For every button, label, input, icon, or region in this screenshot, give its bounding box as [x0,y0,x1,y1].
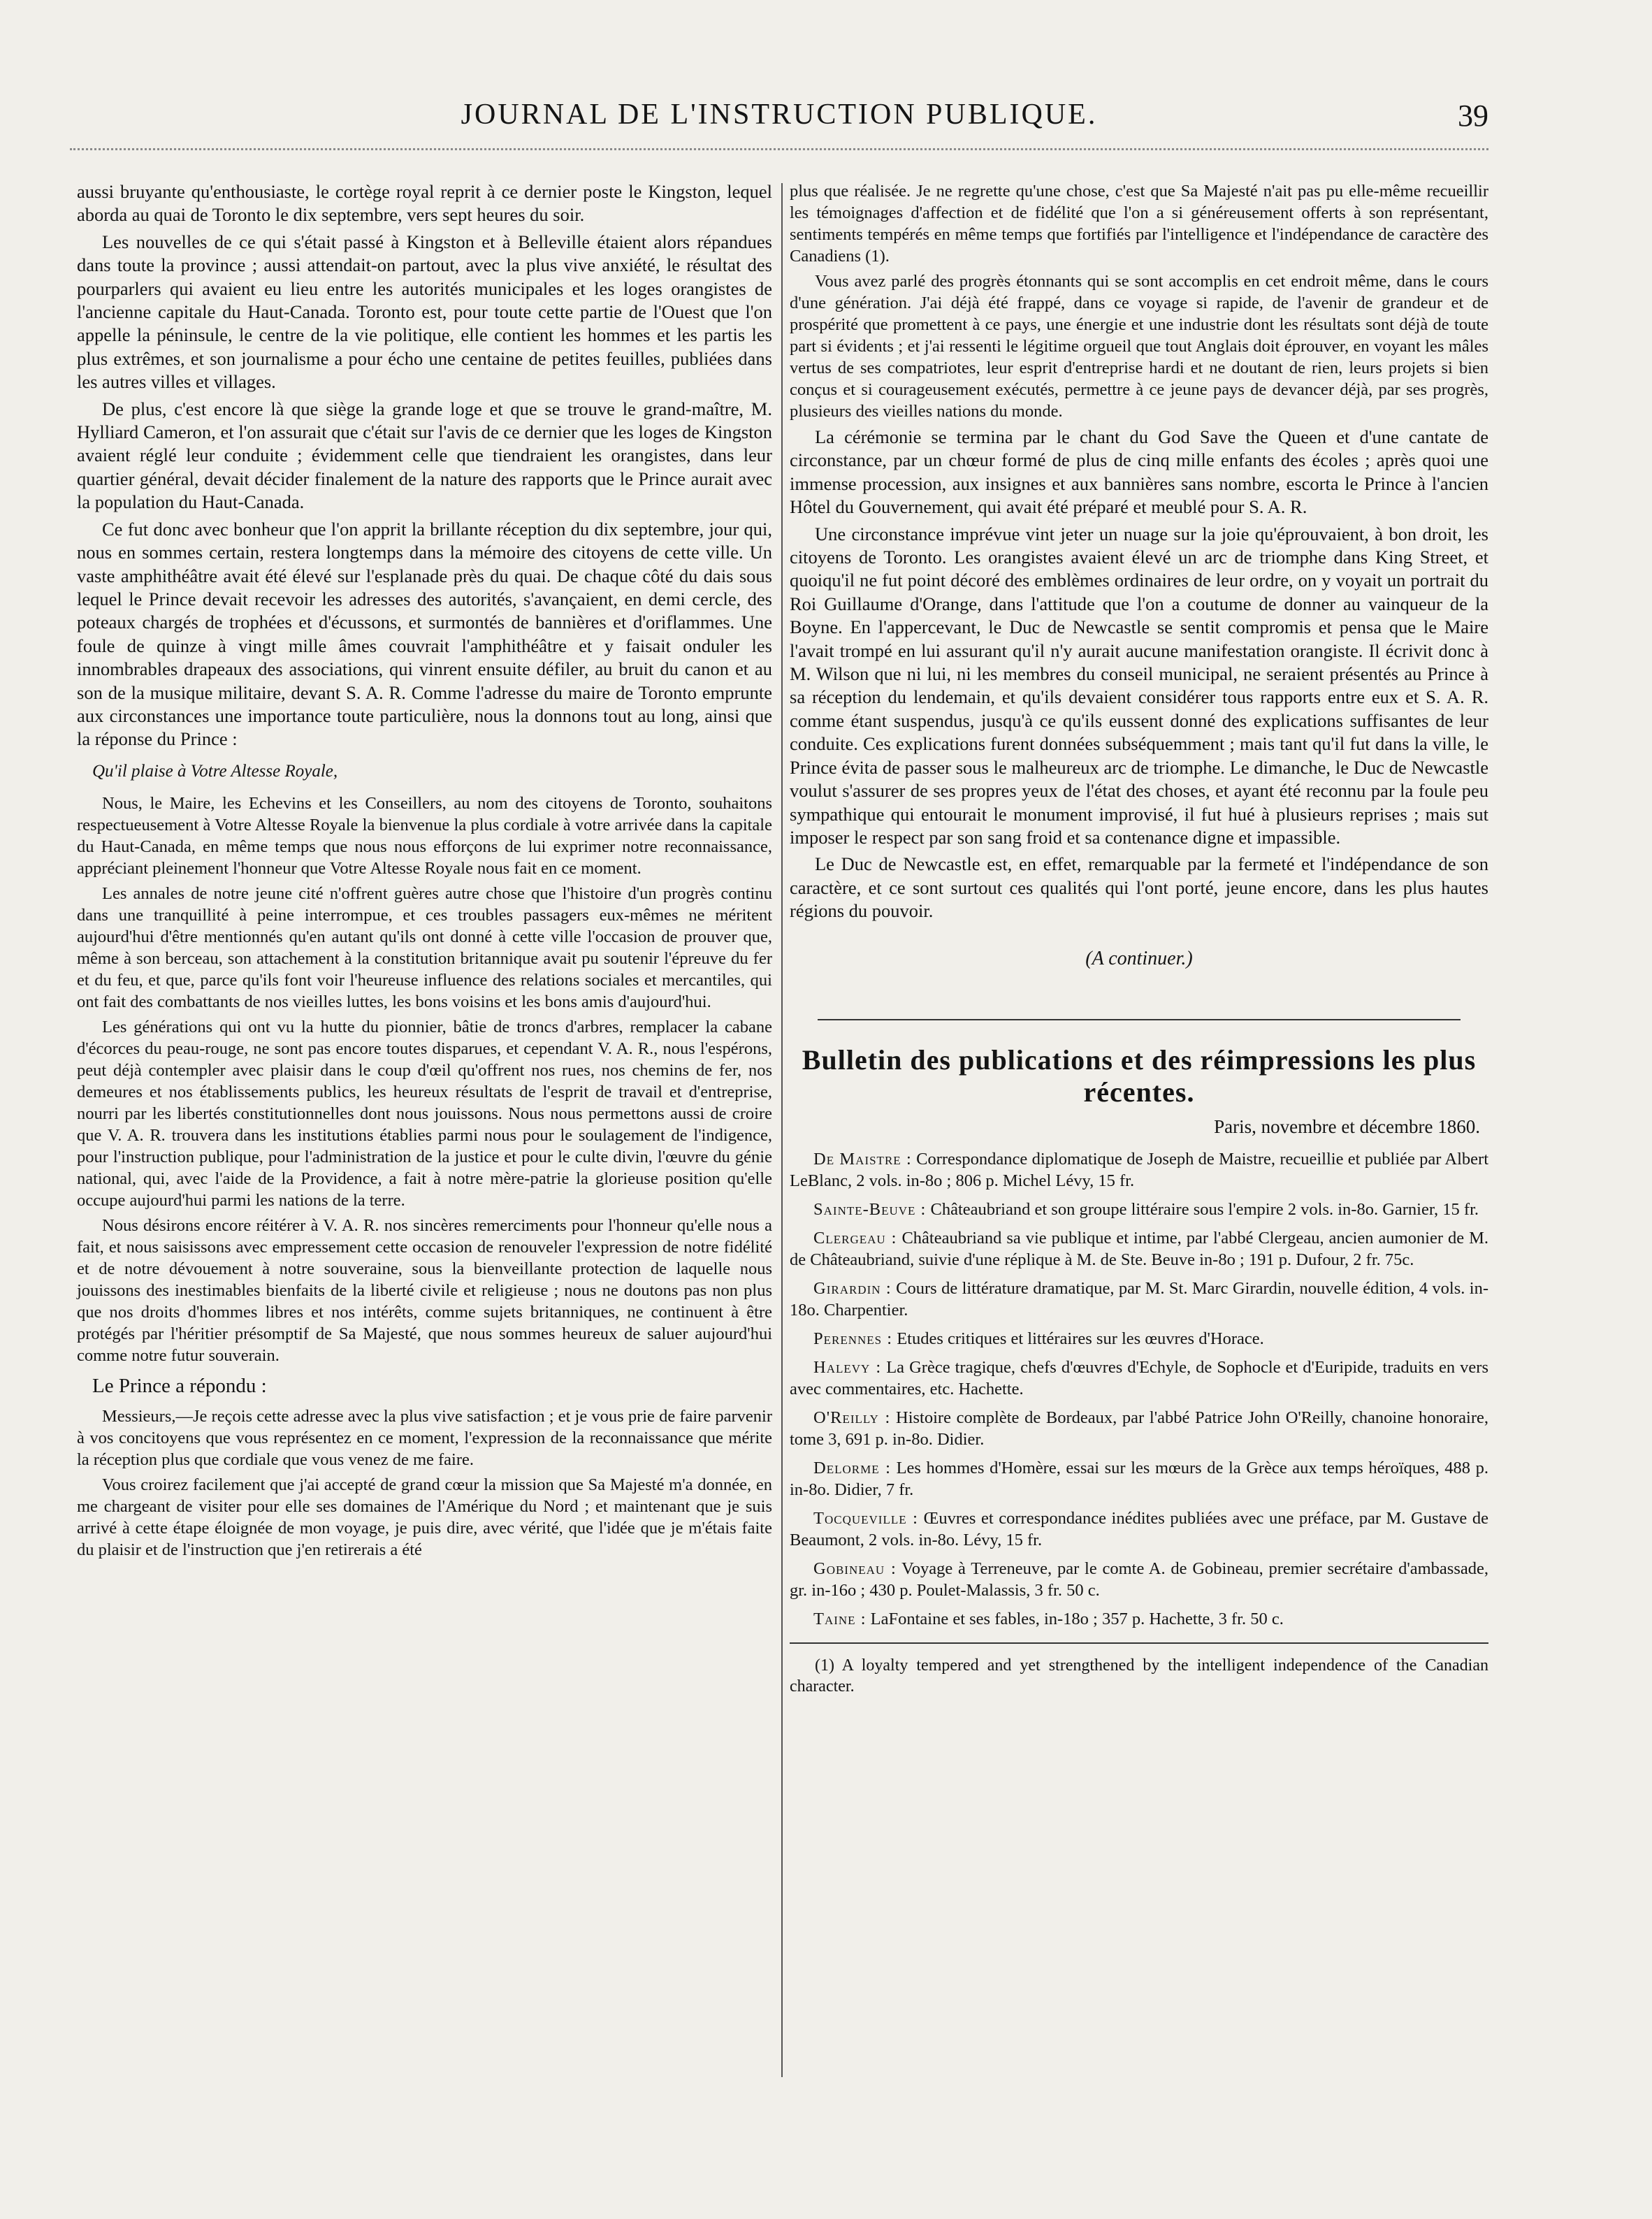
paragraph: La cérémonie se termina par le chant du God Save the Queen et d'une cantate de circonstance, par un chœur formé de plus de cinq mille enfants des écoles ; après quoi une immense procession, aux insignes et aux bannières sans nombre, escorta le Prince à l'ancien Hôtel du Gouvernement, qui avait été préparé et meublé pour S. A. R. [790,426,1488,518]
paragraph: De plus, c'est encore là que siège la grande loge et que se trouve le grand-maître, M. Hylliard Cameron, et l'on assurait que c'était sur l'avis de ce dernier que les loges de Kingston avaient réglé leur conduite ; évidemment celle que tiendraient les orangistes, dans leur quartier général, devait décider finalement de la nature des rapports que le Prince aurait avec la population du Haut-Canada. [77,398,772,513]
bulletin-entry-author: Delorme : [813,1459,891,1478]
bulletin-entry-text: Œuvres et correspondance inédites publiées avec une préface, par M. Gustave de Beaumont, 2 vols. in-8o. Lévy, 15 fr. [790,1509,1489,1550]
paragraph: Le Duc de Newcastle est, en effet, remarquable par la fermeté et l'indépendance de son caractère, et ce sont surtout ces qualités qui l'ont porté, jeune encore, dans les plus hautes régions du pouvoir. [790,853,1488,922]
address-paragraph: Nous, le Maire, les Echevins et les Conseillers, au nom des citoyens de Toronto, souhaitons respectueusement à Votre Altesse Royale la bienvenue la plus cordiale à votre arrivée dans la capitale du Haut-Canada, en même temps que nous nous efforçons de lui exprimer notre reconnaissance, appréciant pleinement l'honneur que Votre Altesse Royale nous fait en ce moment. [77,794,772,879]
right-column [790,180,1488,1700]
paragraph: aussi bruyante qu'enthousiaste, le cortège royal reprit à ce dernier poste le Kingston, lequel aborda au quai de Toronto le dix septembre, vers sept heures du soir. [77,181,772,226]
reply-paragraph: Vous croirez facilement que j'ai accepté de grand cœur la mission que Sa Majesté m'a donnée, en me chargeant de visiter pour elle ses domaines de l'Amérique du Nord ; et maintenant que je suis arrivé à cette étape éloignée de mon voyage, je puis dire, avec vérité, que l'idée que je m'étais faite du plaisir et de l'instruction que j'en retirerais a été [77,1475,772,1559]
bulletin-entry-author: Tocqueville : [813,1509,918,1528]
bulletin-entry [790,1227,1488,1271]
bulletin-entry-author: Halevy : [813,1358,882,1378]
left-column [77,180,772,1564]
reply-heading: Le Prince a répondu : [92,1375,267,1398]
bulletin-entry [790,1328,1488,1350]
paragraph: Une circonstance imprévue vint jeter un nuage sur la joie qu'éprouvaient, à bon droit, les citoyens de Toronto. Les orangistes avaient élevé un arc de triomphe dans King Street, et quoiqu'il ne fut point décoré des emblèmes ordinaires de leur ordre, on y voyait un portrait du Roi Guillaume d'Orange, dans l'attitude que l'on a coutume de donner au vainqueur de la Boyne. En l'appercevant, le Duc de Newcastle se sentit compromis et pensa que le Maire l'avait trompé en lui assurant qu'il n'y aurait aucune manifestation orangiste. Il écrivit donc à M. Wilson que ni lui, ni les membres du conseil municipal, ne seraient présentés au Prince à sa réception du lendemain, et qu'ils devaient considérer tous rapports entre eux et S. A. R. comme étant suspendus, jusqu'à ce qu'ils eussent donné des explications suffisantes de leur conduite. Ces explications furent données subséquemment ; mais tant qu'il fut dans la ville, le Prince évita de passer sous le malheureux arc de triomphe. Le dimanche, le Duc de Newcastle voulut s'assurer de ses propres yeux de l'état des choses, et ayant été reconnu par la foule peu sympathique qui entourait le monument improvisé, il fut hué à plusieurs reprises ; mais sut imposer le respect par son sang froid et sa contenance digne et impassible. [790,523,1488,848]
bulletin-entry-author: Taine : [813,1610,867,1629]
footnote-rule [790,1642,1488,1644]
reply-paragraph: Vous avez parlé des progrès étonnants qui se sont accomplis en cet endroit même, dans le cours d'une génération. J'ai déjà été frappé, dans ce voyage si rapide, de l'avenir de grandeur et de prospérité que promettent à ce pays, une énergie et une industrie dont les résultats sont déjà de toute part si évidents ; et j'ai ressenti le légitime orgueil que tout Anglais doit éprouver, en voyant les mâles vertus de ses compatriotes, leur esprit d'entreprise hardi et ne doutant de rien, leurs projets si bien conçus et si courageusement exécutés, permettre à ce jeune pays de devancer déjà, par ses progrès, plusieurs des vieilles nations du monde. [790,272,1488,421]
bulletin-entry [790,1558,1488,1601]
bulletin-entry [790,1199,1488,1220]
bulletin-entry-text: Histoire complète de Bordeaux, par l'abbé Patrice John O'Reilly, chanoine honoraire, tome 3, 691 p. in-8o. Didier. [790,1408,1488,1450]
bulletin-entry-text: Châteaubriand et son groupe littéraire sous l'empire 2 vols. in-8o. Garnier, 15 fr. [930,1200,1479,1220]
section-divider [818,1019,1461,1020]
bulletin-entry-author: Sainte-Beuve : [813,1200,927,1220]
bulletin-entry-author: Perennes : [813,1329,893,1349]
paragraph: Ce fut donc avec bonheur que l'on apprit la brillante réception du dix septembre, jour qui, nous en sommes certain, restera longtemps dans la mémoire des citoyens de cette ville. Un vaste amphithéâtre avait été élevé sur l'esplanade près du quai. De chaque côté du dais sous lequel le Prince devait recevoir les adresses des autorités, s'avançaient, en demi cercle, des poteaux chargés de trophées et d'écussons, et surmontés de bannières et d'oriflammes. Une foule de quinze à vingt mille âmes couvrait l'amphithéâtre et y faisait onduler les innombrables drapeaux des associations, qui vinrent ensuite défiler, au bruit du canon et au son de la musique militaire, devant S. A. R. Comme l'adresse du maire de Toronto emprunte aux circonstances une importance toute particulière, nous la donnons tout au long, ainsi que la réponse du Prince : [77,518,772,750]
bulletin-entry-text: Cours de littérature dramatique, par M. St. Marc Girardin, nouvelle édition, 4 vols. in-18o. Charpentier. [790,1279,1488,1320]
bulletin-entry-author: De Maistre : [813,1150,912,1169]
address-paragraph: Les générations qui ont vu la hutte du pionnier, bâtie de troncs d'arbres, remplacer la cabane d'écorces du peau-rouge, ne sont pas encore toutes disparues, et cependant V. A. R., nous l'espérons, peut déjà contempler avec plaisir dans le coup d'œil qu'offrent nos rues, nos chemins de fer, nos demeures et nos établissements publics, les heureux résultats de l'esprit de travail et d'entreprise, nourri par les libertés constitutionnelles dont nous jouissons. Nous nous permettons aussi de croire que V. A. R. trouvera dans les institutions établies parmi nous pour le soulagement de l'indigence, pour l'instruction publique, pour l'administration de la justice et pour le culte divin, l'œuvre du génie national, qui, avec l'aide de la Providence, a fait à notre mère-patrie la glorieuse position qu'elle occupe aujourd'hui parmi les nations de la terre. [77,1018,772,1210]
bulletin-entry-author: Girardin : [813,1279,892,1299]
bulletin-entry-text: Châteaubriand sa vie publique et intime, par l'abbé Clergeau, ancien aumonier de M. de Châteaubriand, suivie d'une réplique à M. de Ste. Beuve in-8o ; 191 p. Dufour, 2 fr. 75c. [790,1229,1489,1270]
header-rule [70,148,1488,150]
address-paragraph: Les annales de notre jeune cité n'offrent guères autre chose que l'histoire d'un progrès continu dans une tranquillité à peine interrompue, et ces troubles passagers eux-mêmes ne méritent aujourd'hui d'être mentionnés qu'en autant qu'ils ont donné à cette ville l'occasion de prouver que, même à son berceau, son attachement à la constitution britannique avait pu soutenir l'épreuve du fer et du feu, et que, parce qu'ils font voir l'heureuse influence des relations sociales et mercantiles, qui ont fait des combattants de nos vieilles luttes, les bons voisins et les bons amis d'aujourd'hui. [77,884,772,1012]
footnote: (1) A loyalty tempered and yet strengthened by the intelligent independence of the Canadian character. [790,1656,1488,1696]
paragraph: Les nouvelles de ce qui s'était passé à Kingston et à Belleville étaient alors répandues dans toute la province ; aussi attendait-on partout, avec la plus vive anxiété, le résultat des pourparlers qui avaient eu lieu entre les autorités municipales et les loges orangistes de l'ancienne capitale du Haut-Canada. Toronto est, pour toute cette partie de l'Ouest que l'on appelle la péninsule, le centre de la vie politique, elle contient les hommes et les partis les plus extrêmes, et son journalisme a pour écho une centaine de petites feuilles, publiées dans les autres villes et villages. [77,231,772,393]
bulletin-entry-author: Clergeau : [813,1229,897,1248]
bulletin-entry [790,1278,1488,1321]
address-heading: Qu'il plaise à Votre Altesse Royale, [92,761,338,781]
bulletin-entry-author: O'Reilly : [813,1408,891,1428]
bulletin-entry [790,1457,1488,1501]
journal-title: JOURNAL DE L'INSTRUCTION PUBLIQUE. [461,99,1098,131]
bulletin-entry [790,1148,1488,1192]
bulletin-entry-text: Etudes critiques et littéraires sur les œuvres d'Horace. [897,1329,1264,1349]
bulletin-entry [790,1357,1488,1400]
bulletin-entry-text: LaFontaine et ses fables, in-18o ; 357 p. Hachette, 3 fr. 50 c. [870,1610,1284,1629]
running-head [70,98,1488,140]
address-paragraph: Nous désirons encore réitérer à V. A. R. nos sincères remerciments pour l'honneur qu'elle nous a fait, et nous saisissons avec empressement cette occasion de renouveler l'expression de notre fidélité et de notre dévouement à notre souveraine, sous la bienveillante protection de laquelle nous jouissons des inestimables bienfaits de la liberté civile et religieuse ; nous ne doutons pas non plus que nos droits d'hommes libres et nos intérêts, comme sujets britanniques, ne continuent à être protégés par l'héritier présomptif de Sa Majesté, que nous sommes heureux de saluer aujourd'hui comme notre futur souverain. [77,1216,772,1366]
bulletin-list [790,1148,1488,1630]
bulletin-entry-text: Les hommes d'Homère, essai sur les mœurs de la Grèce aux temps héroïques, 488 p. in-8o. Didier, 7 fr. [790,1459,1489,1500]
continuation-note: (A continuer.) [1085,947,1193,969]
bulletin-entry-text: Voyage à Terreneuve, par le comte A. de Gobineau, premier secrétaire d'ambassade, gr. in-16o ; 430 p. Poulet-Malassis, 3 fr. 50 c. [790,1559,1488,1600]
bulletin-entry-author: Gobineau : [813,1559,897,1579]
page-number: 39 [1458,99,1488,133]
bulletin-entry [790,1608,1488,1630]
reply-paragraph: plus que réalisée. Je ne regrette qu'une chose, c'est que Sa Majesté n'ait pas pu elle-même recueillir les témoignages d'affection et de fidélité que l'on a si généreusement offerts à son représentant, sentiments tempérés en même temps que fortifiés par l'intelligence et l'indépendance de caractère des Canadiens (1). [790,182,1488,266]
column-divider [781,183,783,2077]
bulletin-title: Bulletin des publications et des réimpressions les plus récentes. [802,1043,1477,1108]
bulletin-entry [790,1508,1488,1551]
bulletin-entry-text: La Grèce tragique, chefs d'œuvres d'Echyle, de Sophocle et d'Euripide, traduits en vers avec commentaires, etc. Hachette. [790,1358,1488,1399]
bulletin-dateline: Paris, novembre et décembre 1860. [1214,1115,1480,1137]
reply-paragraph: Messieurs,—Je reçois cette adresse avec la plus vive satisfaction ; et je vous prie de faire parvenir à vos concitoyens que vous représentez en ce moment, l'expression de la reconnaissance que mérite la réception plus que cordiale que vous venez de me faire. [77,1406,772,1469]
bulletin-entry [790,1407,1488,1450]
bulletin-entry-text: Correspondance diplomatique de Joseph de Maistre, recueillie et publiée par Albert LeBlanc, 2 vols. in-8o ; 806 p. Michel Lévy, 15 fr. [790,1150,1489,1191]
